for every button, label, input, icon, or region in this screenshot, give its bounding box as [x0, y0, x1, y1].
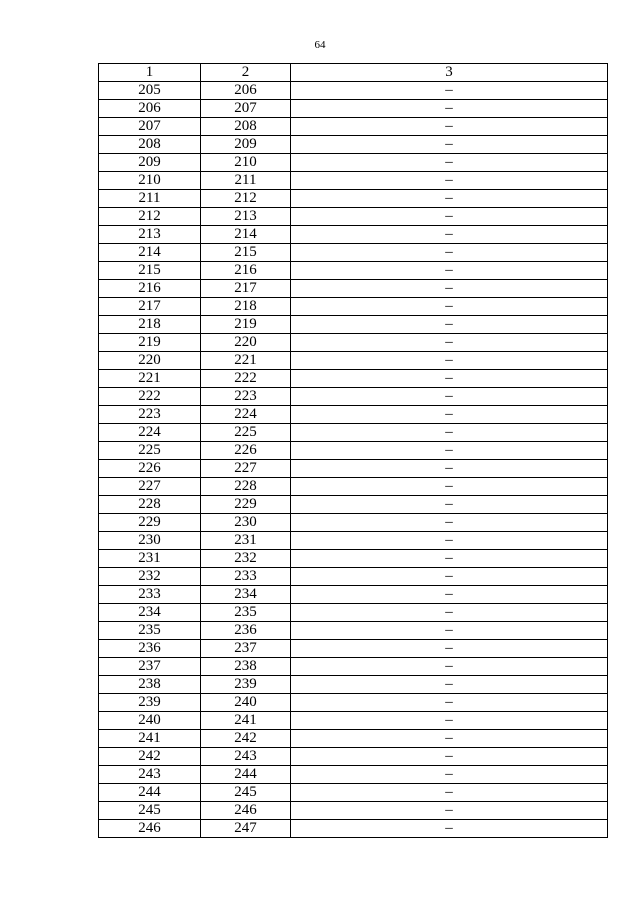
table-cell-col-1: 244: [99, 784, 201, 802]
table-cell-col-2: 214: [201, 226, 291, 244]
table-cell-col-1: 207: [99, 118, 201, 136]
table-cell-col-3: –: [291, 82, 608, 100]
table-cell-col-1: 205: [99, 82, 201, 100]
table-cell-col-3: –: [291, 460, 608, 478]
table-cell-col-2: 221: [201, 352, 291, 370]
table-cell-col-3: –: [291, 118, 608, 136]
table-cell-col-3: –: [291, 604, 608, 622]
table-cell-col-2: 206: [201, 82, 291, 100]
table-cell-col-2: 247: [201, 820, 291, 838]
table-row: [99, 640, 608, 658]
table-row: [99, 352, 608, 370]
table-cell-col-1: 208: [99, 136, 201, 154]
table-cell-col-2: 245: [201, 784, 291, 802]
table-cell-col-3: –: [291, 370, 608, 388]
table-cell-col-2: 231: [201, 532, 291, 550]
table-row: [99, 388, 608, 406]
table-row: [99, 262, 608, 280]
table-cell-col-1: 235: [99, 622, 201, 640]
table-cell-col-2: 239: [201, 676, 291, 694]
table-row: [99, 550, 608, 568]
table-cell-col-3: –: [291, 820, 608, 838]
table-row: [99, 658, 608, 676]
table-row: [99, 604, 608, 622]
table-cell-col-1: 224: [99, 424, 201, 442]
table-cell-col-1: 233: [99, 586, 201, 604]
table-cell-col-1: 227: [99, 478, 201, 496]
table-cell-col-3: –: [291, 532, 608, 550]
table-row: [99, 532, 608, 550]
table-cell-col-1: 229: [99, 514, 201, 532]
table-row: [99, 280, 608, 298]
table-cell-col-2: 210: [201, 154, 291, 172]
table-cell-col-3: –: [291, 442, 608, 460]
table-cell-col-1: 243: [99, 766, 201, 784]
table-cell-col-3: –: [291, 406, 608, 424]
table-cell-col-1: 212: [99, 208, 201, 226]
table-row: [99, 748, 608, 766]
table-row: [99, 730, 608, 748]
data-table: [98, 63, 608, 838]
table-cell-col-3: –: [291, 478, 608, 496]
table-cell-col-3: –: [291, 766, 608, 784]
table-cell-col-3: –: [291, 208, 608, 226]
table-cell-col-1: 220: [99, 352, 201, 370]
table-cell-col-2: 243: [201, 748, 291, 766]
table-cell-col-2: 238: [201, 658, 291, 676]
table-cell-col-2: 208: [201, 118, 291, 136]
table-row: [99, 406, 608, 424]
table-cell-col-3: –: [291, 352, 608, 370]
table-cell-col-2: 242: [201, 730, 291, 748]
table-cell-col-1: 245: [99, 802, 201, 820]
table-cell-col-1: 239: [99, 694, 201, 712]
table-cell-col-3: –: [291, 388, 608, 406]
table-cell-col-1: 215: [99, 262, 201, 280]
table-cell-col-2: 233: [201, 568, 291, 586]
table-cell-col-2: 217: [201, 280, 291, 298]
table-row: [99, 802, 608, 820]
table-cell-col-2: 216: [201, 262, 291, 280]
table-cell-col-2: 246: [201, 802, 291, 820]
table-row: [99, 676, 608, 694]
table-cell-col-3: –: [291, 514, 608, 532]
table-cell-col-1: 213: [99, 226, 201, 244]
table-row: [99, 370, 608, 388]
table-cell-col-3: –: [291, 712, 608, 730]
table-row: [99, 820, 608, 838]
table-cell-col-1: 214: [99, 244, 201, 262]
table-cell-col-1: 223: [99, 406, 201, 424]
table-cell-col-3: –: [291, 190, 608, 208]
table-cell-col-2: 223: [201, 388, 291, 406]
table-cell-col-1: 219: [99, 334, 201, 352]
table-row: [99, 496, 608, 514]
table-cell-col-3: –: [291, 550, 608, 568]
table-cell-col-1: 210: [99, 172, 201, 190]
table-row: [99, 424, 608, 442]
table-cell-col-3: –: [291, 280, 608, 298]
column-header-3: 3: [291, 64, 608, 82]
table-cell-col-3: –: [291, 244, 608, 262]
table-cell-col-3: –: [291, 730, 608, 748]
table-cell-col-3: –: [291, 640, 608, 658]
table-cell-col-3: –: [291, 676, 608, 694]
table-cell-col-2: 226: [201, 442, 291, 460]
table-row: [99, 586, 608, 604]
table-cell-col-2: 212: [201, 190, 291, 208]
table-cell-col-3: –: [291, 658, 608, 676]
table-cell-col-1: 218: [99, 316, 201, 334]
table-cell-col-1: 206: [99, 100, 201, 118]
table-cell-col-2: 215: [201, 244, 291, 262]
table-cell-col-2: 235: [201, 604, 291, 622]
table-row: [99, 514, 608, 532]
table-row: [99, 226, 608, 244]
table-row: [99, 244, 608, 262]
table-cell-col-2: 222: [201, 370, 291, 388]
column-header-2: 2: [201, 64, 291, 82]
table-cell-col-2: 241: [201, 712, 291, 730]
table-cell-col-1: 231: [99, 550, 201, 568]
column-header-1: 1: [99, 64, 201, 82]
table-cell-col-1: 209: [99, 154, 201, 172]
table-cell-col-1: 246: [99, 820, 201, 838]
table-header-row: [99, 64, 608, 82]
table-cell-col-3: –: [291, 586, 608, 604]
table-cell-col-1: 242: [99, 748, 201, 766]
table-cell-col-2: 213: [201, 208, 291, 226]
table-cell-col-3: –: [291, 334, 608, 352]
table-cell-col-3: –: [291, 622, 608, 640]
table-cell-col-2: 207: [201, 100, 291, 118]
table-cell-col-2: 236: [201, 622, 291, 640]
table-cell-col-1: 226: [99, 460, 201, 478]
table-cell-col-3: –: [291, 748, 608, 766]
table-cell-col-2: 225: [201, 424, 291, 442]
table-cell-col-3: –: [291, 316, 608, 334]
table-cell-col-1: 217: [99, 298, 201, 316]
table-cell-col-2: 211: [201, 172, 291, 190]
table-cell-col-3: –: [291, 136, 608, 154]
table-cell-col-1: 221: [99, 370, 201, 388]
table-cell-col-3: –: [291, 802, 608, 820]
table-cell-col-1: 232: [99, 568, 201, 586]
table-cell-col-2: 220: [201, 334, 291, 352]
table-row: [99, 100, 608, 118]
table-row: [99, 478, 608, 496]
table-cell-col-3: –: [291, 154, 608, 172]
table-row: [99, 154, 608, 172]
table-cell-col-2: 230: [201, 514, 291, 532]
table-row: [99, 460, 608, 478]
table-row: [99, 766, 608, 784]
table-row: [99, 442, 608, 460]
table-cell-col-1: 222: [99, 388, 201, 406]
table-row: [99, 568, 608, 586]
table-row: [99, 334, 608, 352]
table-cell-col-2: 228: [201, 478, 291, 496]
table-cell-col-2: 219: [201, 316, 291, 334]
table-cell-col-2: 227: [201, 460, 291, 478]
table-cell-col-1: 211: [99, 190, 201, 208]
table-cell-col-3: –: [291, 694, 608, 712]
table-cell-col-2: 240: [201, 694, 291, 712]
table-cell-col-2: 229: [201, 496, 291, 514]
table-cell-col-1: 238: [99, 676, 201, 694]
table-cell-col-2: 234: [201, 586, 291, 604]
table-cell-col-2: 232: [201, 550, 291, 568]
table-row: [99, 298, 608, 316]
table-cell-col-1: 216: [99, 280, 201, 298]
table-cell-col-2: 237: [201, 640, 291, 658]
table-row: [99, 208, 608, 226]
table-cell-col-2: 209: [201, 136, 291, 154]
table-cell-col-3: –: [291, 784, 608, 802]
table-cell-col-1: 228: [99, 496, 201, 514]
table-cell-col-3: –: [291, 100, 608, 118]
table-cell-col-3: –: [291, 172, 608, 190]
table-cell-col-3: –: [291, 226, 608, 244]
table-body: [99, 82, 608, 838]
table-cell-col-2: 218: [201, 298, 291, 316]
table-row: [99, 316, 608, 334]
table-row: [99, 82, 608, 100]
table-cell-col-3: –: [291, 424, 608, 442]
table-row: [99, 118, 608, 136]
table-row: [99, 712, 608, 730]
page-number: 64: [314, 39, 326, 51]
table-row: [99, 784, 608, 802]
table-cell-col-1: 234: [99, 604, 201, 622]
table-row: [99, 190, 608, 208]
table-cell-col-3: –: [291, 568, 608, 586]
table-row: [99, 694, 608, 712]
table-cell-col-3: –: [291, 262, 608, 280]
table-row: [99, 622, 608, 640]
table-cell-col-1: 225: [99, 442, 201, 460]
table-cell-col-2: 244: [201, 766, 291, 784]
table-row: [99, 172, 608, 190]
table-cell-col-1: 241: [99, 730, 201, 748]
table-cell-col-1: 230: [99, 532, 201, 550]
table-cell-col-1: 236: [99, 640, 201, 658]
table-cell-col-1: 240: [99, 712, 201, 730]
table-cell-col-2: 224: [201, 406, 291, 424]
table-row: [99, 136, 608, 154]
table-cell-col-1: 237: [99, 658, 201, 676]
table-cell-col-3: –: [291, 298, 608, 316]
table-cell-col-3: –: [291, 496, 608, 514]
